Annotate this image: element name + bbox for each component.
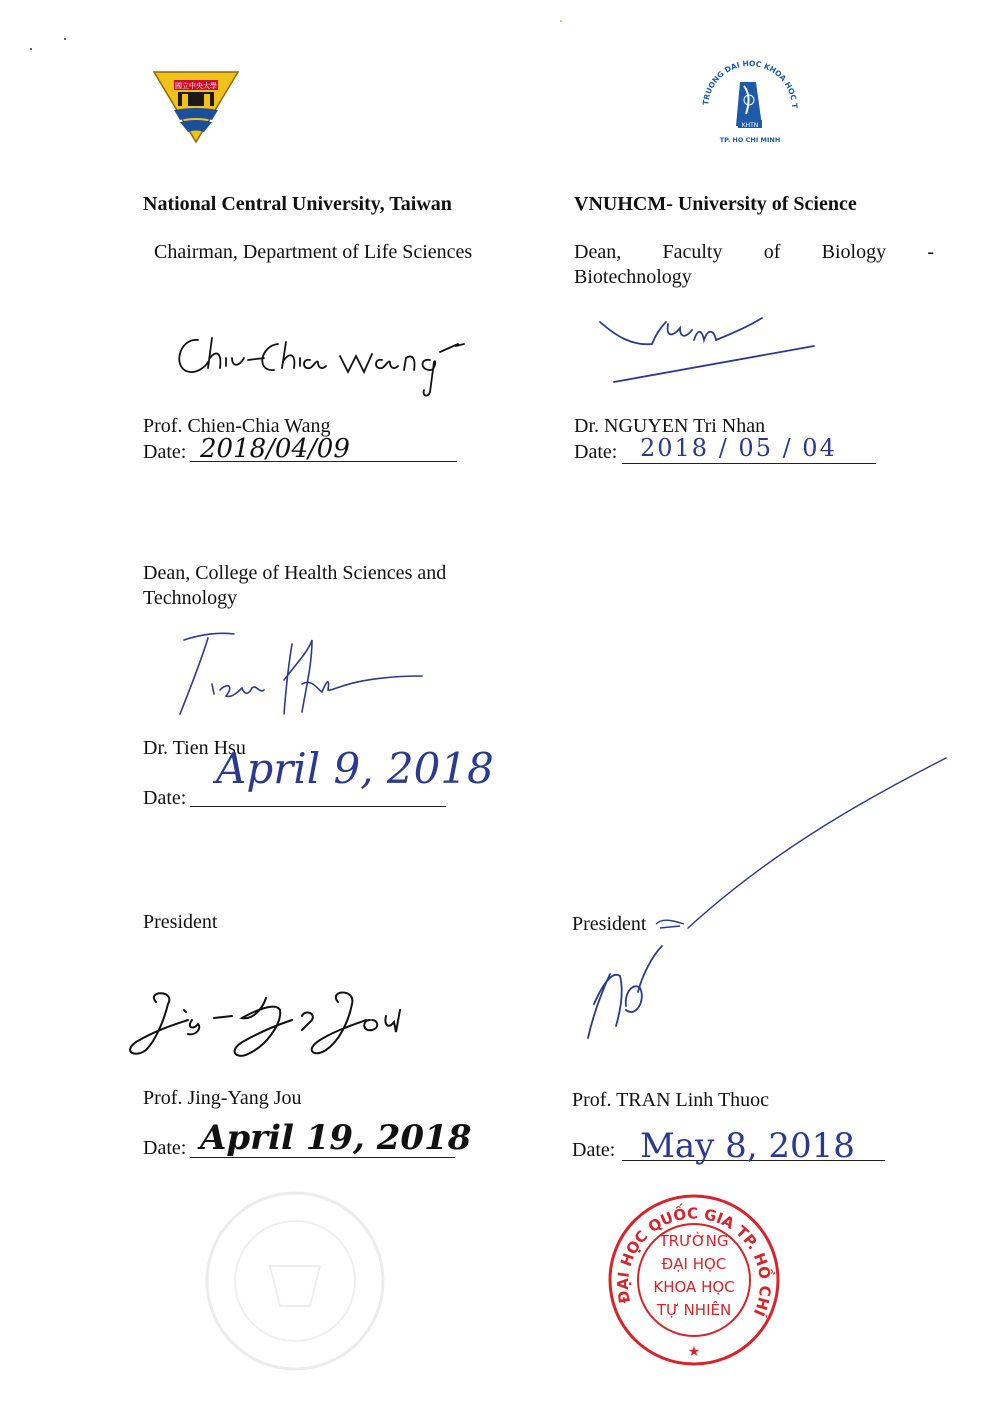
left-signatory-3-signature bbox=[116, 980, 416, 1060]
right-signatory-1-name: Dr. NGUYEN Tri Nhan bbox=[574, 415, 766, 437]
left-signatory-3-date-value: April 19, 2018 bbox=[200, 1118, 472, 1158]
left-signatory-3-date-label: Date: bbox=[143, 1137, 187, 1159]
right-institution-name: VNUHCM- University of Science bbox=[574, 193, 857, 215]
left-signatory-3-title: President bbox=[143, 911, 218, 933]
ncu-logo-text: 國立中央大學 bbox=[175, 82, 217, 90]
left-signatory-1-title: Chairman, Department of Life Sciences bbox=[154, 241, 473, 263]
right-signatory-2-date-label: Date: bbox=[572, 1139, 616, 1161]
title-word: of bbox=[763, 241, 781, 263]
stamp-ring-text: ĐẠI HỌC QUỐC GIA TP. HỒ CHÍ MINH bbox=[598, 1178, 775, 1319]
title-word: Biology bbox=[821, 241, 887, 263]
khtn-badge: KHTN bbox=[741, 122, 759, 129]
left-signatory-2-date-label: Date: bbox=[143, 787, 187, 809]
left-signatory-1-date-label: Date: bbox=[143, 441, 187, 463]
left-signatory-2-title-line1: Dean, College of Health Sciences and bbox=[143, 562, 447, 584]
right-signatory-1-date-label: Date: bbox=[574, 441, 618, 463]
left-signatory-1-name: Prof. Chien-Chia Wang bbox=[143, 415, 331, 437]
right-signatory-2-name: Prof. TRAN Linh Thuoc bbox=[572, 1089, 770, 1111]
right-signatory-2-date-value: May 8, 2018 bbox=[640, 1126, 855, 1166]
left-signatory-2-title-line2: Technology bbox=[143, 587, 238, 609]
official-stamp bbox=[598, 1178, 782, 1368]
left-signatory-2-date-line bbox=[190, 806, 446, 807]
right-signatory-1-date-value: 2018 / 05 / 04 bbox=[640, 434, 837, 462]
left-signatory-2-signature bbox=[172, 624, 432, 720]
embossed-seal bbox=[200, 1186, 390, 1376]
svg-text:TRUONG DAI HOC KHOA HOC TU NHI: TRUONG DAI HOC KHOA HOC TU NHIEN bbox=[696, 49, 800, 109]
right-signatory-1-title-line2: Biotechnology bbox=[574, 266, 692, 288]
left-signatory-1-date-value: 2018/04/09 bbox=[200, 434, 350, 464]
left-signatory-3-name: Prof. Jing-Yang Jou bbox=[143, 1087, 302, 1109]
khtn-logo bbox=[696, 49, 800, 148]
khtn-city: TP. HO CHI MINH bbox=[719, 136, 781, 144]
left-signatory-1-signature bbox=[168, 318, 468, 398]
left-signatory-2-name: Dr. Tien Hsu bbox=[143, 737, 246, 759]
right-signatory-2-signature bbox=[580, 756, 960, 1046]
right-signatory-1-date-line bbox=[622, 463, 876, 464]
stamp-line-3: KHOA HỌC bbox=[653, 1278, 735, 1296]
stamp-line-1: TRƯỜNG bbox=[659, 1232, 729, 1250]
stamp-star: ★ bbox=[687, 1344, 701, 1360]
scan-speck bbox=[64, 38, 66, 40]
ncu-logo bbox=[152, 70, 240, 144]
stamp-line-2: ĐẠI HỌC bbox=[661, 1255, 727, 1273]
left-signatory-2-date-value: April 9, 2018 bbox=[216, 744, 494, 793]
scan-speck bbox=[560, 20, 562, 22]
title-word: Dean, bbox=[574, 241, 622, 263]
right-signatory-1-signature bbox=[596, 306, 826, 390]
right-signatory-1-title-line1 bbox=[574, 240, 934, 265]
stamp-center-text bbox=[634, 1230, 754, 1322]
right-signatory-2-title: President bbox=[572, 913, 647, 935]
title-word: Faculty bbox=[662, 241, 723, 263]
stamp-line-4: TỰ NHIÊN bbox=[656, 1301, 732, 1319]
scan-speck bbox=[30, 48, 32, 50]
left-institution-name: National Central University, Taiwan bbox=[143, 193, 452, 215]
title-word: - bbox=[927, 241, 934, 263]
